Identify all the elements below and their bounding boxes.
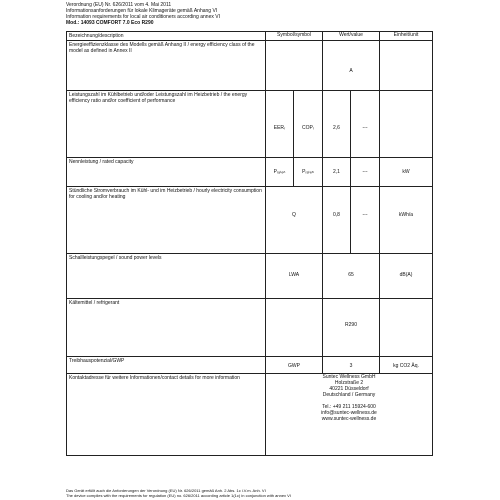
energy-class-description: Energieeffizienzklasse des Modells gemäß Anhang II / energy efficiency class of the model as defined in Annex II bbox=[67, 41, 266, 91]
gwp-unit: kg CO2 Äq. bbox=[380, 357, 433, 374]
sound-value: 65 bbox=[323, 254, 380, 299]
cop-value: --- bbox=[351, 91, 380, 158]
regulation-header bbox=[66, 2, 432, 26]
capacity-heat-value: --- bbox=[351, 158, 380, 187]
energy-label-table bbox=[66, 31, 433, 456]
table-row-refrigerant bbox=[67, 299, 433, 357]
capacity-description: Nennleistung / rated capacity bbox=[67, 158, 266, 187]
eer-unit bbox=[380, 91, 433, 158]
refrigerant-value: R290 bbox=[323, 299, 380, 357]
address-phone: Tel.: +49 211 15924-600 bbox=[322, 404, 376, 410]
consumption-cool-value: 0,8 bbox=[323, 187, 351, 254]
column-description: Bezeichnung/description bbox=[67, 32, 266, 41]
eer-value: 2,6 bbox=[323, 91, 351, 158]
datasheet-page bbox=[66, 0, 432, 500]
sound-symbol: LWA bbox=[266, 254, 323, 299]
address-country: Deutschland / Germany bbox=[322, 392, 376, 398]
address-street: Holzstraße 2 bbox=[334, 380, 364, 386]
column-unit: Einheit/unit bbox=[380, 32, 433, 41]
eer-symbol: EERᵣ bbox=[266, 91, 294, 158]
model-number: Mod.: 14093 COMFORT 7.0 Eco R290 bbox=[66, 20, 154, 26]
table-row-eer-cop bbox=[67, 91, 433, 158]
address-email: info@suntec-wellness.de bbox=[321, 410, 377, 416]
table-row-capacity bbox=[67, 158, 433, 187]
compliance-en: The device complies with the requirements for regulation (EU) no. 626/2011 according article 1(1c) in conjunction with annex VI bbox=[66, 493, 291, 498]
table-row-consumption bbox=[67, 187, 433, 254]
column-symbol: Symbol/symbol bbox=[266, 32, 323, 41]
consumption-unit: kWh/a bbox=[380, 187, 433, 254]
gwp-symbol: GWP bbox=[266, 357, 323, 374]
gwp-description: Treibhauspotenzial/GWP bbox=[67, 357, 266, 374]
requirements-en: Information requirements for local air conditioners according annex VI bbox=[66, 14, 220, 20]
consumption-heat-value: --- bbox=[351, 187, 380, 254]
capacity-heat-symbol: Pᵣₐₜₑₕ bbox=[294, 158, 323, 187]
company-name: Suntec Wellness GmbH bbox=[322, 374, 376, 380]
table-row-sound bbox=[67, 254, 433, 299]
capacity-unit: kW bbox=[380, 158, 433, 187]
compliance-de: Das Gerät erfüllt auch die Anforderungen der Verordnung (EU) Nr. 626/2011 gemäß Anh. 2 Abs. 1c i.V.m. Anh. VI bbox=[66, 488, 266, 493]
address-website: www.suntec-wellness.de bbox=[321, 416, 377, 422]
column-value: Wert/value bbox=[323, 32, 380, 41]
refrigerant-unit bbox=[380, 299, 433, 357]
contact-description: Kontaktadresse für weitere Informationen/contact details for more information bbox=[67, 374, 266, 456]
energy-class-symbol bbox=[266, 41, 323, 91]
regulation-title: Verordnung (EU) Nr. 626/2011 vom 4. Mai 2011 bbox=[66, 2, 172, 8]
capacity-cool-value: 2,1 bbox=[323, 158, 351, 187]
table-row-contact bbox=[67, 374, 433, 456]
refrigerant-description: Kältemittel / refrigerant bbox=[67, 299, 266, 357]
table-row-energy-class bbox=[67, 41, 433, 91]
eer-description: Leistungszahl im Kühlbetrieb und/oder Leistungszahl im Heizbetrieb / the energy efficiency ratio and/or coefficient of performance bbox=[67, 91, 266, 158]
consumption-symbol: Q bbox=[266, 187, 323, 254]
capacity-cool-symbol: Pᵣₐₜₑₙ bbox=[266, 158, 294, 187]
sound-unit: dB(A) bbox=[380, 254, 433, 299]
energy-class-unit bbox=[380, 41, 433, 91]
gwp-value: 3 bbox=[323, 357, 380, 374]
energy-class-value: A bbox=[323, 41, 380, 91]
contact-address bbox=[266, 374, 433, 456]
compliance-footer bbox=[66, 488, 432, 498]
requirements-de: Informationsanforderungen für lokale Klimageräte gemäß Anhang VI bbox=[66, 8, 218, 14]
sound-description: Schallleistungspegel / sound power levels bbox=[67, 254, 266, 299]
cop-symbol: COPᵣ bbox=[294, 91, 323, 158]
table-row-gwp bbox=[67, 357, 433, 374]
address-city: 40221 Düsseldorf bbox=[329, 386, 369, 392]
refrigerant-symbol bbox=[266, 299, 323, 357]
consumption-description: Stündliche Stromverbrauch im Kühl- und im Heizbetrieb / hourly electricity consumption for cooling and/or heating bbox=[67, 187, 266, 254]
table-header-row bbox=[67, 32, 433, 41]
